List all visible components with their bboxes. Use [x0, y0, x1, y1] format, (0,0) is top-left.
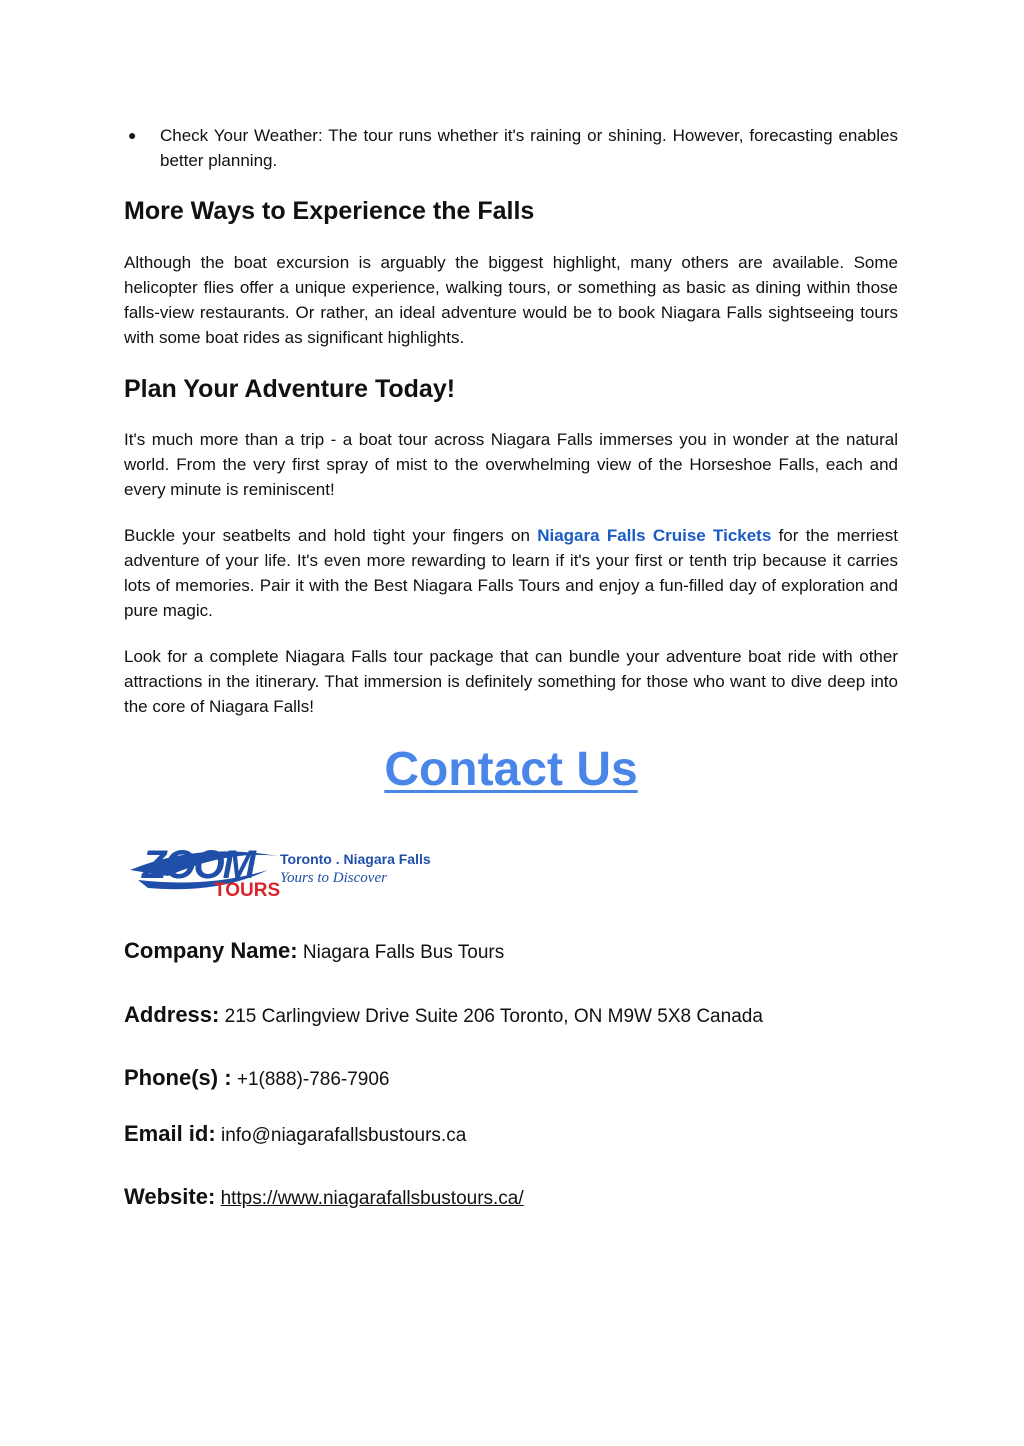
phone-label: Phone(s) : [124, 1065, 232, 1090]
paragraph-buckle-before: Buckle your seatbelts and hold tight your fingers on [124, 526, 538, 545]
website-link[interactable]: https://www.niagarafallsbustours.ca/ [220, 1188, 524, 1209]
website-label: Website: [124, 1184, 216, 1209]
section-heading-plan: Plan Your Adventure Today! [124, 375, 456, 403]
paragraph-buckle-after: for the merriest adventure of your life. It's even more rewarding to learn if it's your first or tenth trip because it carries lots of memories. Pair it with the Best Niagara Falls Tours and enjoy a fun-filled day of exploration and pure magic. [124, 526, 898, 620]
contact-us-heading[interactable]: Contact Us [384, 743, 638, 796]
email-line [124, 1119, 898, 1151]
company-name-label: Company Name: [124, 938, 298, 963]
cruise-tickets-link[interactable]: Niagara Falls Cruise Tickets [537, 526, 772, 545]
website-line [124, 1182, 898, 1214]
phone-value: +1(888)-786-7906 [236, 1069, 390, 1090]
paragraph-more-ways: Although the boat excursion is arguably the biggest highlight, many others are available. Some helicopter flies offer a unique experience, walking tours, or something as basic as dining within those falls-view restaurants. Or rather, an ideal adventure would be to book Niagara Falls sightseeing tours with some boat rides as significant highlights. [124, 253, 898, 347]
bullet-icon: ● [128, 127, 137, 143]
bullet-item-weather [128, 123, 898, 173]
phone-line [124, 1063, 898, 1095]
paragraph-trip: It's much more than a trip - a boat tour across Niagara Falls immerses you in wonder at the natural world. From the very first spray of mist to the overwhelming view of the Horseshoe Falls, each and every minute is reminiscent! [124, 430, 898, 499]
address-line [124, 1000, 898, 1032]
company-name-line [124, 936, 898, 968]
logo-tagline-1: Toronto . Niagara Falls [280, 851, 431, 867]
logo-brand-top: ZOOM [142, 843, 254, 887]
paragraph-buckle [124, 523, 898, 623]
zoom-tours-logo [128, 836, 431, 906]
email-label: Email id: [124, 1121, 216, 1146]
logo-brand-bottom: TOURS [214, 880, 281, 901]
address-value: 215 Carlingview Drive Suite 206 Toronto, ON M9W 5X8 Canada [224, 1006, 763, 1027]
company-name-value: Niagara Falls Bus Tours [302, 942, 505, 963]
bullet-text: Check Your Weather: The tour runs whether it's raining or shining. However, forecasting enables better planning. [160, 126, 898, 170]
address-label: Address: [124, 1002, 220, 1027]
email-value: info@niagarafallsbustours.ca [220, 1125, 467, 1146]
logo-tagline-2: Yours to Discover [280, 870, 387, 886]
section-heading-more-ways: More Ways to Experience the Falls [124, 197, 535, 225]
paragraph-tour-package: Look for a complete Niagara Falls tour package that can bundle your adventure boat ride with other attractions in the itinerary. That immersion is definitely something for those who want to dive deep into the core of Niagara Falls! [124, 647, 898, 716]
